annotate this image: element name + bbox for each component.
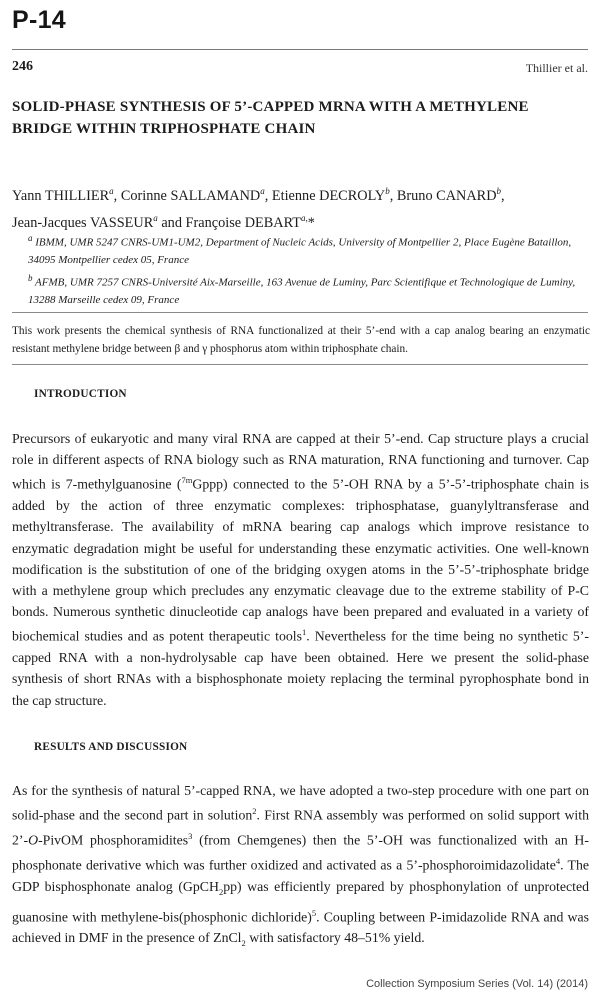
author-name: Yann THILLIER xyxy=(12,187,110,204)
text-run: 2 xyxy=(241,938,246,949)
text-run: 2 xyxy=(218,886,224,897)
author-separator: , xyxy=(113,187,121,204)
section-heading-introduction: INTRODUCTION xyxy=(34,388,127,400)
affiliation-mark: a xyxy=(260,186,265,196)
author-name: Jean-Jacques VASSEUR xyxy=(12,214,154,231)
text-run: with satisfactory 48–51% yield. xyxy=(245,930,425,946)
affiliation-mark: a xyxy=(153,212,158,223)
text-run: (from Chemgenes) then the 5’-OH was functionalized with an H-phosphonate derivative which was further oxidized and activated as a 5’-phosphoroimidazolidate xyxy=(12,832,589,873)
affiliation-item xyxy=(28,230,593,269)
author-name: Bruno CANARD xyxy=(396,187,497,204)
text-run: 4 xyxy=(555,855,561,866)
author-separator: , xyxy=(501,187,505,204)
abstract-rule-top xyxy=(12,312,588,313)
affiliation-mark: a xyxy=(28,233,33,243)
affiliation-mark: b xyxy=(496,186,502,196)
text-run: 7m xyxy=(181,475,193,486)
running-head: Thillier et al. xyxy=(525,61,588,75)
poster-id: P-14 xyxy=(12,6,67,34)
author-separator: , xyxy=(264,187,272,204)
footer-series: Collection Symposium Series (Vol. 14) (2014) xyxy=(366,978,588,990)
text-run: Gppp) connected to the 5’-OH RNA by a 5’-5’-triphosphate chain is added by the action of three enzymatic complexes: triphosphatase, guanylyltransferase and methyltransferase. The availability of mRNA bearing cap analogs which improve resistance to enzymatic degradation might be useful for understanding these enzymatic activities. One well-known modification is the substitution of one of the bridging oxygen atoms in the 5’-5’-triphosphate bridge with a methylene group which precludes any enzymatic cleavage due to the extreme stability of P-C bonds. Numerous synthetic dinucleotide cap analogs have been prepared and evaluated in a variety of biochemical studies and as potent therapeutic tools xyxy=(12,477,589,645)
author-separator: , xyxy=(389,187,397,204)
author-list xyxy=(12,180,592,234)
affiliation-mark: b xyxy=(385,186,390,196)
header-rule xyxy=(12,49,588,50)
affiliation-mark: a xyxy=(109,186,114,196)
author-separator: and xyxy=(157,214,186,231)
affiliation-mark: a, xyxy=(301,212,308,223)
author-name: Corinne SALLAMAND xyxy=(120,187,261,204)
affiliations xyxy=(28,230,593,311)
text-run: 3 xyxy=(188,831,193,841)
affiliation-item xyxy=(28,270,593,309)
author-name: Etienne DECROLY xyxy=(271,187,386,204)
affiliation-text: AFMB, UMR 7257 CNRS-Université Aix-Marseille, 163 Avenue de Luminy, Parc Scientifique et Technologique de Luminy, 13288 Marseille cedex 09, France xyxy=(28,276,576,307)
text-run: 5 xyxy=(311,907,317,918)
text-run: pp) was efficiently prepared by phosphonylation of unprotected guanosine with methylene-bis(phosphonic dichloride) xyxy=(12,878,589,925)
text-run: 1 xyxy=(301,627,307,638)
text-run: . Nevertheless for the time being no synthetic 5’-capped RNA with a non-hydrolysable cap have been obtained. Here we present the solid-phase synthesis of short RNAs with a bisphosphonate moiety replacing the terminal pyrophosphate bond in the cap structure. xyxy=(12,629,589,708)
text-run: . The GDP bisphosphonate analog (GpCH xyxy=(12,857,589,894)
section-heading-results: RESULTS AND DISCUSSION xyxy=(34,741,188,753)
text-run: -PivOM phosphoramidites xyxy=(38,832,189,848)
text-run: 2 xyxy=(252,806,257,817)
abstract: This work presents the chemical synthesis of RNA functionalized at their 5’-end with a cap analog bearing an enzymatic resistant methylene bridge between β and γ phosphorus atom within triphosphate chain. xyxy=(12,325,590,355)
page-number: 246 xyxy=(12,59,33,74)
results-paragraph xyxy=(12,780,589,954)
paper-title: SOLID-PHASE SYNTHESIS OF 5’-CAPPED MRNA WITH A METHYLENE BRIDGE WITHIN TRIPHOSPHATE CHAIN xyxy=(12,99,529,137)
affiliation-text: IBMM, UMR 5247 CNRS-UM1-UM2, Department of Nucleic Acids, University of Montpellier 2, Place Eugène Bataillon, 34095 Montpellier cedex 05, France xyxy=(28,236,572,266)
affiliation-mark: b xyxy=(28,273,33,284)
text-run: Precursors of eukaryotic and many viral RNA are capped at their 5’-end. Cap structure plays a crucial role in different aspects of RNA biology such as RNA maturation, RNA functioning and turnover. Cap which is 7-methylguanosine ( xyxy=(12,431,589,492)
text-run: . First RNA assembly was performed on solid support with 2’- xyxy=(12,807,589,848)
introduction-paragraph xyxy=(12,428,589,711)
text-run: O xyxy=(28,832,39,848)
abstract-rule-bottom xyxy=(12,364,588,365)
author-separator: * xyxy=(307,214,315,231)
author-name: Françoise DEBART xyxy=(185,214,302,231)
text-run: . Coupling between P-imidazolide RNA and was achieved in DMF in the presence of ZnCl xyxy=(12,909,589,946)
text-run: As for the synthesis of natural 5’-capped RNA, we have adopted a two-step procedure with one part on solid-phase and the second part in solution xyxy=(12,783,589,823)
